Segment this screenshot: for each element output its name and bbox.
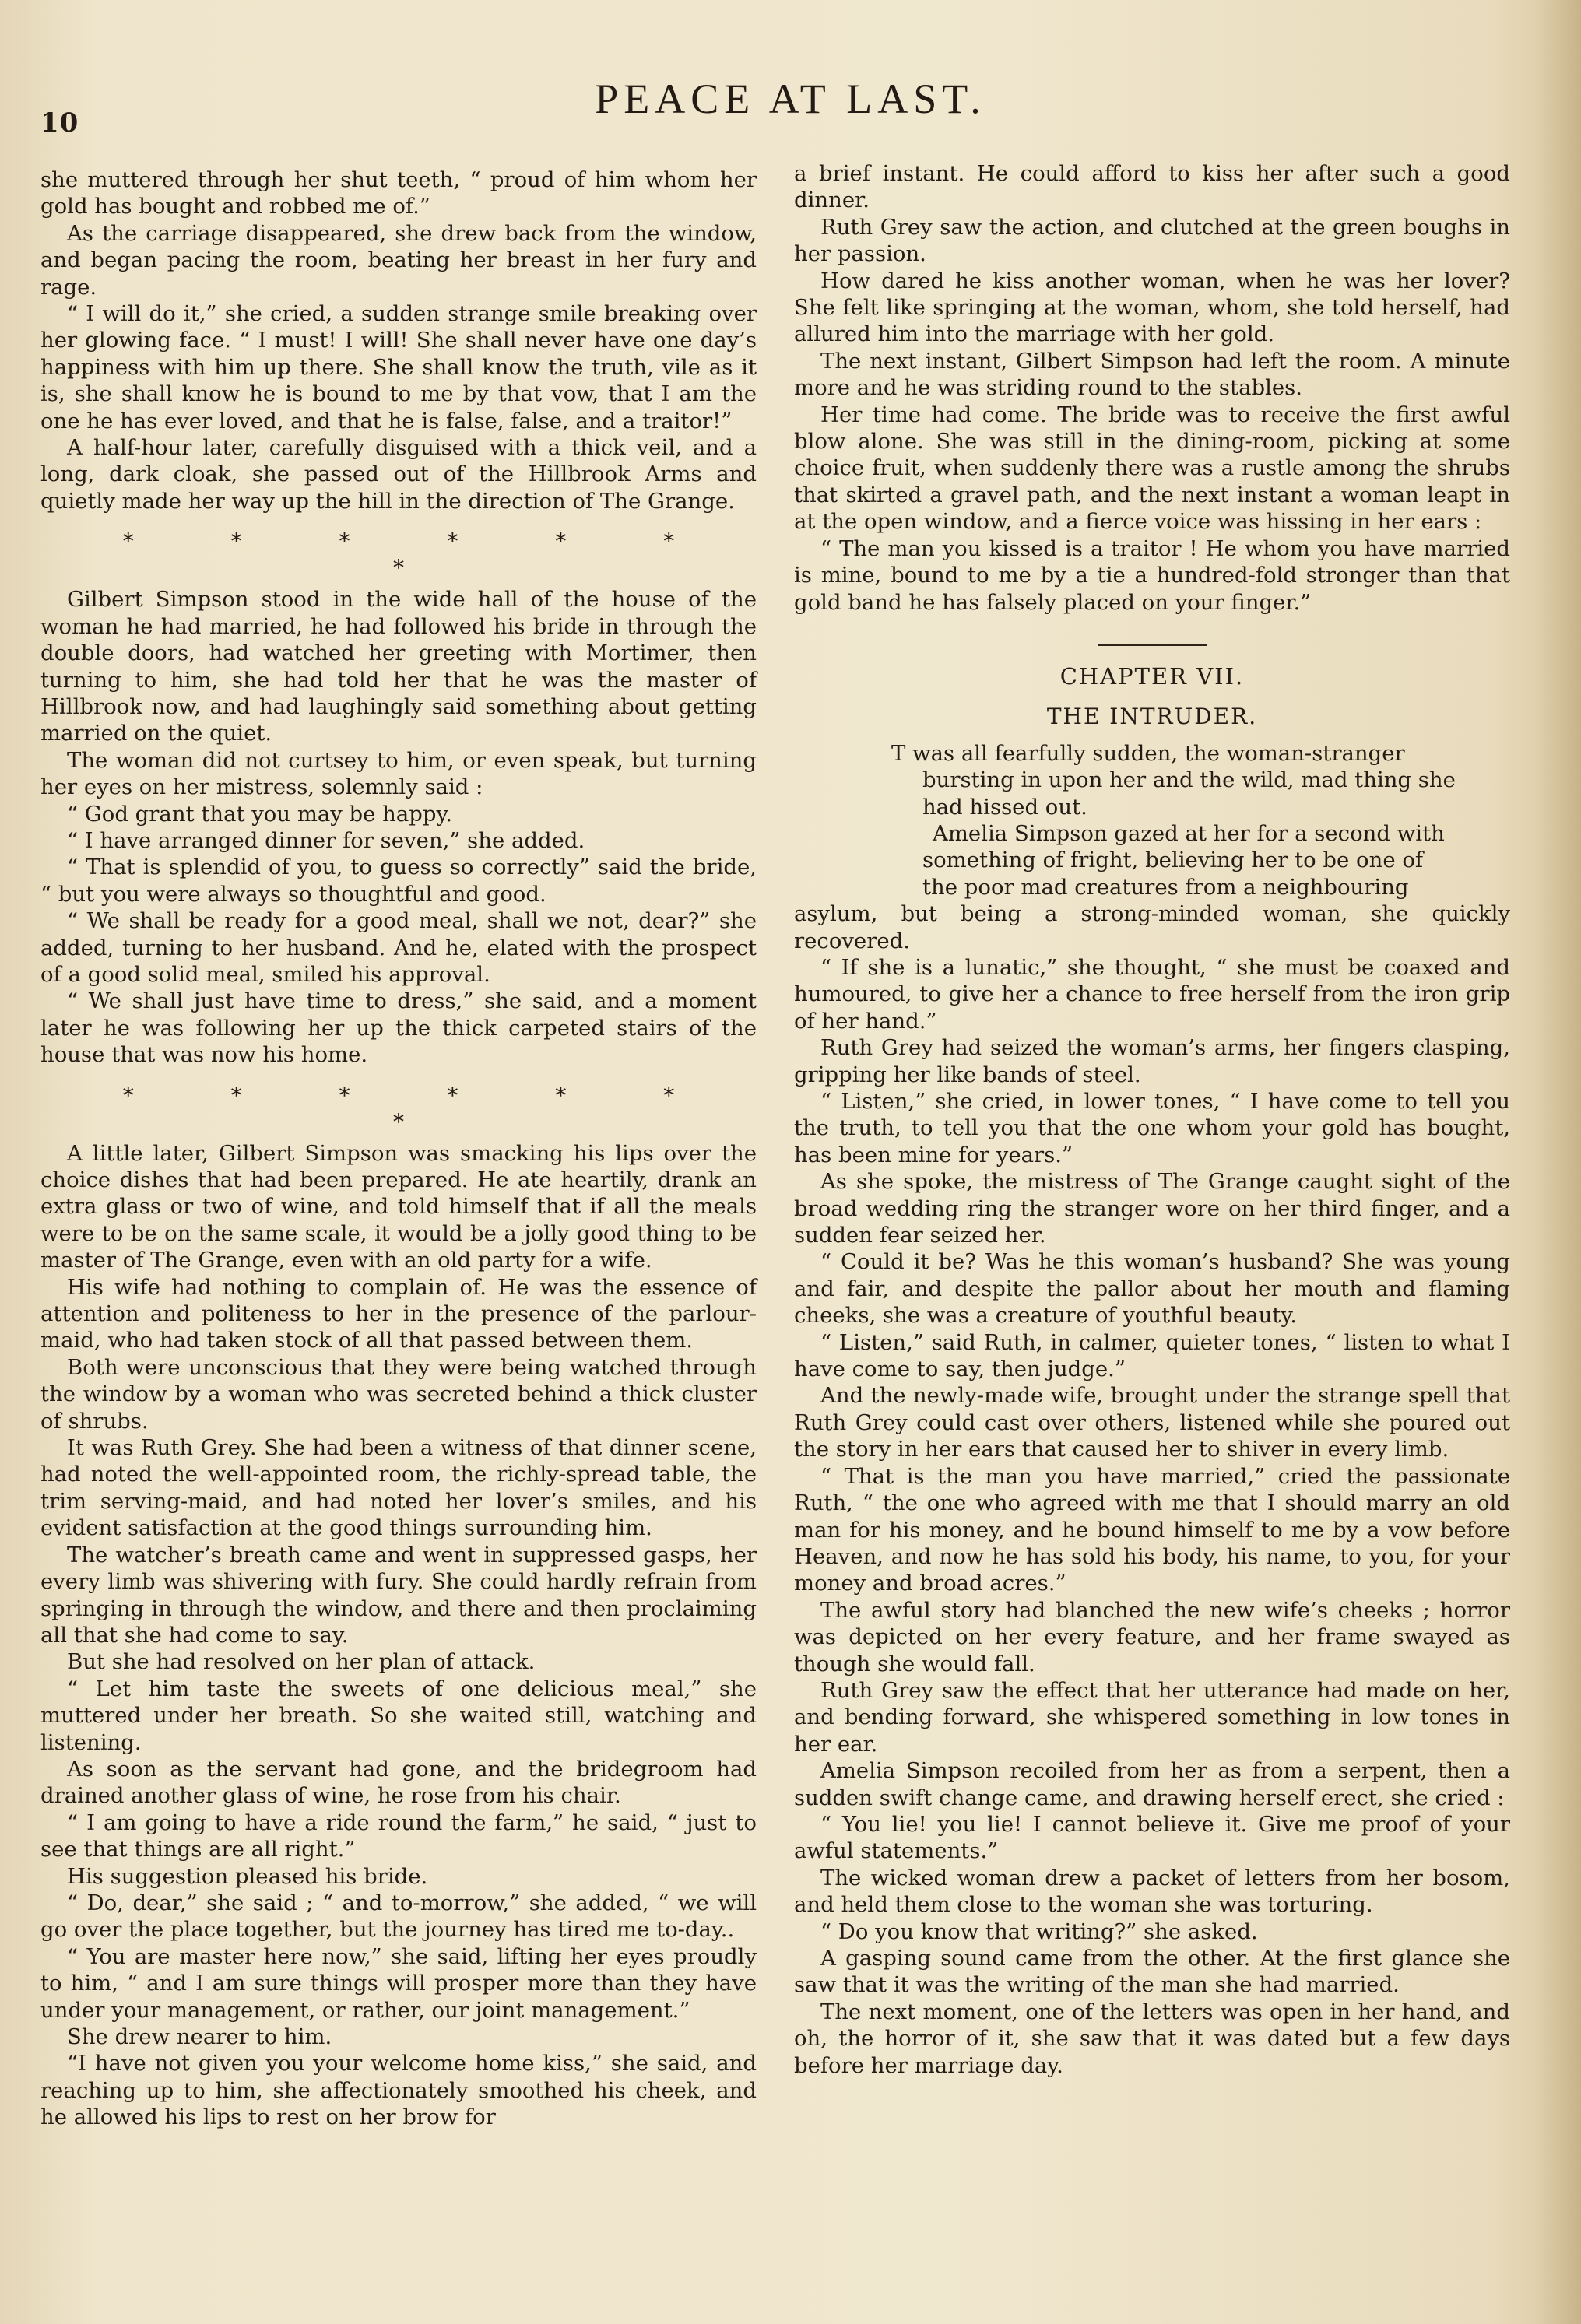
opening-line: Amelia Simpson gazed at her for a second with [933, 820, 1445, 846]
paragraph: “ You are master here now,” she said, lifting her eyes proudly to him, “ and I am sure things will prosper more than they have under your management, or rather, our joint management.” [40, 1943, 757, 2023]
left-column [40, 167, 757, 2131]
opening-line: had hissed out. [922, 794, 1087, 820]
paragraph: “ That is the man you have married,” cried the passionate Ruth, “ the one who agreed with me that I should marry an old man for his money, and he bound himself to me by a vow before Heaven, and now he has sold his body, his name, to you, for your money and broad acres.” [794, 1463, 1510, 1596]
paragraph: The woman did not curtsey to him, or even speak, but turning her eyes on her mistress, solemnly said : [40, 747, 757, 800]
paragraph: “ Listen,” said Ruth, in calmer, quieter tones, “ listen to what I have come to say, then judge.” [794, 1329, 1510, 1382]
paragraph: Ruth Grey saw the action, and clutched at the green boughs in her passion. [794, 214, 1510, 267]
paragraph: It was Ruth Grey. She had been a witness of that dinner scene, had noted the well-appointed room, the richly-spread table, the trim serving-maid, and had noted her lover’s smiles, and his evident satisfaction at the good things surrounding him. [40, 1435, 757, 1541]
paragraph: The next instant, Gilbert Simpson had left the room. A minute more and he was striding round to the stables. [794, 348, 1510, 401]
opening-line: bursting in upon her and the wild, mad thing she [922, 767, 1456, 793]
page-number: 10 [40, 107, 79, 139]
paragraph: As the carriage disappeared, she drew back from the window, and began pacing the room, beating her breast in her fury and rage. [40, 220, 757, 300]
running-title: PEACE AT LAST. [595, 75, 986, 122]
paragraph: Her time had come. The bride was to receive the first awful blow alone. She was still in the dining-room, picking at some choice fruit, when suddenly there was a rustle among the shrubs that skirted a gravel path, and the next instant a woman leapt in at the open window, and a fierce voice was hissing in her ears : [794, 402, 1510, 535]
paragraph: His wife had nothing to complain of. He was the essence of attention and politeness to her in the presence of the parlour-maid, who had taken stock of all that passed between them. [40, 1274, 757, 1353]
paragraph: “ Could it be? Was he this woman’s husband? She was young and fair, and despite the pallor about her mouth and flaming cheeks, she was a creature of youthful beauty. [794, 1249, 1510, 1329]
paragraph: As soon as the servant had gone, and the bridegroom had drained another glass of wine, he rose from his chair. [40, 1756, 757, 1809]
paragraph: “ Do you know that writing?” she asked. [820, 1919, 1258, 1944]
paragraph: “ The man you kissed is a traitor ! He whom you have married is mine, bound to me by a tie a hundred-fold stronger than that gold band he has falsely placed on your finger.” [794, 535, 1510, 615]
chapter-heading: CHAPTER VII. [1059, 662, 1245, 690]
paragraph: “ I will do it,” she cried, a sudden strange smile breaking over her glowing face. “ I must! I will! She shall never have one day’s happiness with him up there. She shall know the truth, vile as it is, she shall know he is bound to me by that vow, that I am the one he has ever loved, and that he is false, false, and a traitor!” [40, 301, 757, 434]
paragraph: “ You lie! you lie! I cannot believe it. Give me proof of your awful statements.” [794, 1811, 1510, 1864]
chapter-subtitle: THE INTRUDER. [1046, 704, 1258, 730]
paragraph: “ Do, dear,” she said ; “ and to-morrow,” she added, “ we will go over the place together, but the journey has tired me to-day.. [40, 1890, 757, 1943]
paragraph: “ I have arranged dinner for seven,” she added. [67, 827, 585, 853]
paragraph: But she had resolved on her plan of attack. [67, 1649, 536, 1675]
opening-line: T was all fearfully sudden, the woman-stranger [891, 740, 1405, 766]
paragraph: asylum, but being a strong-minded woman, she quickly recovered. [794, 901, 1510, 953]
paragraph: “I have not given you your welcome home kiss,” she said, and reaching up to him, she affectionately smoothed his cheek, and he allowed his lips to rest on her brow for [40, 2051, 757, 2130]
paragraph: And the newly-made wife, brought under the strange spell that Ruth Grey could cast over others, listened while she poured out the story in her ears that caused her to shiver in every limb. [794, 1383, 1510, 1462]
paragraph: Ruth Grey had seized the woman’s arms, her fingers clasping, gripping her like bands of steel. [794, 1035, 1510, 1087]
paragraph: How dared he kiss another woman, when he was her lover? She felt like springing at the woman, whom, she told herself, had allured him into the marriage with her gold. [794, 268, 1510, 347]
paragraph: “ That is splendid of you, to guess so correctly” said the bride, “ but you were always so thoughtful and good. [40, 855, 757, 907]
paragraph: Amelia Simpson recoiled from her as from a serpent, then a sudden swift change came, and drawing herself erect, she cried : [794, 1758, 1510, 1810]
paragraph: Ruth Grey saw the effect that her utterance had made on her, and bending forward, she whispered something in low tones in her ear. [794, 1677, 1510, 1757]
paragraph: The wicked woman drew a packet of letters from her bosom, and held them close to the woman she was torturing. [794, 1865, 1510, 1918]
chapter-opening [794, 740, 1510, 954]
paragraph: “ God grant that you may be happy. [67, 801, 453, 827]
paragraph: “ Listen,” she cried, in lower tones, “ I have come to tell you the truth, to tell you that the one whom your gold has bought, has been mine for years.” [794, 1089, 1510, 1167]
paragraph: The watcher’s breath came and went in suppressed gasps, her every limb was shivering with fury. She could hardly refrain from springing in through the window, and there and then proclaiming all that she had come to say. [40, 1542, 757, 1648]
paragraph: A half-hour later, carefully disguised with a thick veil, and a long, dark cloak, she passed out of the Hillbrook Arms and quietly made her way up the hill in the direction of The Grange. [40, 435, 757, 514]
chapter-divider-rule [1098, 644, 1207, 646]
paragraph: a brief instant. He could afford to kiss her after such a good dinner. [794, 161, 1510, 213]
right-column [794, 160, 1510, 2079]
paragraph: His suggestion pleased his bride. [67, 1863, 428, 1889]
paragraph: As she spoke, the mistress of The Grange caught sight of the broad wedding ring the stranger wore on her third finger, and a sudden fear seized her. [794, 1169, 1510, 1248]
paragraph: “ We shall be ready for a good meal, shall we not, dear?” she added, turning to her husband. And he, elated with the prospect of a good solid meal, smiled his approval. [40, 908, 757, 987]
page-edge-shadow [1534, 0, 1581, 2324]
opening-line: something of fright, believing her to be one of [922, 848, 1424, 873]
paragraph: The next moment, one of the letters was open in her hand, and oh, the horror of it, she saw that it was dated but a few days before her marriage day. [794, 1999, 1510, 2078]
paragraph: She drew nearer to him. [67, 2024, 332, 2049]
paragraph: A little later, Gilbert Simpson was smacking his lips over the choice dishes that had been prepared. He ate heartily, drank an extra glass or two of wine, and told himself that if all the meals were to be on the same scale, it would be a jolly good thing to be master of The Grange, even with an old party for a wife. [40, 1140, 757, 1273]
paragraph: “ We shall just have time to dress,” she said, and a moment later he was following her up the thick carpeted stairs of the house that was now his home. [40, 988, 757, 1068]
paragraph: The awful story had blanched the new wife’s cheeks ; horror was depicted on her every feature, and her frame swayed as though she would fall. [794, 1597, 1510, 1676]
paragraph: she muttered through her shut teeth, “ proud of him whom her gold has bought and robbed me of.” [40, 167, 757, 219]
section-break-stars: * * * * * * * [122, 1082, 720, 1135]
opening-line: the poor mad creatures from a neighbouring [922, 874, 1409, 900]
paragraph: A gasping sound came from the other. At the first glance she saw that it was the writing of the man she had married. [794, 1946, 1510, 1998]
paragraph: “ If she is a lunatic,” she thought, “ she must be coaxed and humoured, to give her a chance to free herself from the iron grip of her hand.” [794, 954, 1510, 1034]
paragraph: Gilbert Simpson stood in the wide hall of the house of the woman he had married, he had followed his bride in through the double doors, had watched her greeting with Mortimer, then turning to him, she had told her that he was the master of Hillbrook now, and had laughingly said something about getting married on the quiet. [40, 587, 757, 746]
section-break-stars: * * * * * * * [122, 528, 720, 581]
paragraph: “ I am going to have a ride round the farm,” he said, “ just to see that things are all right.” [40, 1810, 757, 1862]
paragraph: Both were unconscious that they were being watched through the window by a woman who was secreted behind a thick cluster of shrubs. [40, 1354, 757, 1434]
paragraph: “ Let him taste the sweets of one delicious meal,” she muttered under her breath. So she waited still, watching and listening. [40, 1676, 757, 1755]
